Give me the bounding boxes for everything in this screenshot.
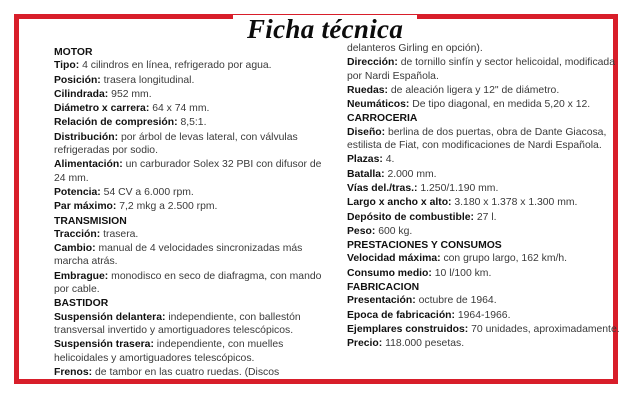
spec-entry-ruedas: [347, 84, 629, 97]
spec-entry-suspension-trasera: [54, 338, 326, 365]
right-column: [347, 42, 629, 352]
spec-entry-precio: [347, 337, 629, 350]
spec-label: Largo x ancho x alto:: [347, 197, 452, 209]
spec-entry-largo-x-ancho-x-alto: [347, 196, 629, 209]
spec-label: Diseño:: [347, 126, 386, 138]
spec-label: Consumo medio:: [347, 267, 432, 279]
spec-entry-frenos: [54, 366, 326, 379]
spec-entry-plazas: [347, 153, 629, 166]
spec-label: Presentación:: [347, 295, 416, 307]
spec-entry-diseno: [347, 126, 629, 153]
spec-value: con grupo largo, 162 km/h.: [443, 253, 568, 265]
spec-entry-epoca-de-fabricacion: [347, 309, 629, 322]
spec-label: Tracción:: [54, 228, 101, 240]
spec-value: 4.: [385, 154, 395, 166]
spec-label: Posición:: [54, 74, 101, 86]
spec-value: 1964-1966.: [457, 309, 511, 321]
section-heading-fabricacion: FABRICACION: [347, 282, 420, 294]
spec-entry-distribucion: [54, 131, 326, 158]
spec-value: octubre de 1964.: [418, 295, 497, 307]
spec-entry-deposito-de-combustible: [347, 211, 629, 224]
spec-label: Frenos:: [54, 366, 93, 378]
spec-value: delanteros Girling en opción).: [347, 43, 483, 54]
spec-label: Vías del./tras.:: [347, 182, 418, 194]
red-border-frame: [14, 14, 618, 384]
spec-entry-traccion: [54, 228, 326, 241]
spec-label: Velocidad máxima:: [347, 253, 441, 265]
spec-entry-presentacion: [347, 294, 629, 307]
spec-entry-cambio: [54, 242, 326, 269]
spec-value: 600 kg.: [378, 225, 413, 237]
spec-value: 10 l/100 km.: [434, 267, 492, 279]
spec-entry-velocidad-maxima: [347, 252, 629, 265]
spec-value: trasera longitudinal.: [103, 74, 195, 86]
spec-entry-neumaticos: [347, 98, 629, 111]
spec-label: Neumáticos:: [347, 99, 410, 111]
spec-label: Alimentación:: [54, 159, 123, 171]
spec-value: 4 cilindros en línea, refrigerado por agua.: [82, 60, 272, 72]
spec-entry-peso: [347, 225, 629, 238]
spec-label: Depósito de combustible:: [347, 211, 475, 223]
spec-value: 27 l.: [476, 211, 497, 223]
spec-label: Ruedas:: [347, 84, 388, 96]
spec-label: Par máximo:: [54, 201, 117, 213]
spec-label: Suspensión delantera:: [54, 311, 166, 323]
page-title: Ficha técnica: [233, 15, 417, 43]
spec-value: de tornillo sinfín y sector helicoidal, modificada por Nardi Española.: [347, 57, 615, 82]
section-heading-bastidor: BASTIDOR: [54, 298, 109, 310]
spec-value: independiente, con ballestón transversal invertido y amortiguadores telescópicos.: [54, 311, 301, 336]
spec-value: 7,2 mkg a 2.500 rpm.: [119, 201, 218, 213]
spec-value: 8,5:1.: [180, 117, 207, 129]
spec-entry-alimentacion: [54, 158, 326, 185]
spec-entry-continued: [347, 42, 629, 55]
spec-entry-tipo: [54, 59, 326, 72]
spec-entry-suspension-delantera: [54, 311, 326, 338]
spec-label: Plazas:: [347, 154, 383, 166]
spec-value: 118.000 pesetas.: [385, 338, 465, 350]
spec-entry-ejemplares-construidos: [347, 323, 629, 336]
spec-label: Tipo:: [54, 60, 80, 72]
spec-value: de aleación ligera y 12" de diámetro.: [390, 84, 560, 96]
spec-value: 54 CV a 6.000 rpm.: [103, 186, 194, 198]
spec-entry-posicion: [54, 74, 326, 87]
spec-entry-embrague: [54, 270, 326, 297]
spec-value: 1.250/1.190 mm.: [420, 182, 499, 194]
spec-entry-consumo-medio: [347, 267, 629, 280]
spec-entry-direccion: [347, 56, 629, 83]
spec-value: De tipo diagonal, en medida 5,20 x 12.: [412, 99, 591, 111]
spec-label: Epoca de fabricación:: [347, 309, 455, 321]
section-heading-prestaciones-y-consumos: PRESTACIONES Y CONSUMOS: [347, 240, 502, 252]
spec-value: monodisco en seco de diafragma, con mando por cable.: [54, 270, 322, 296]
spec-entry-relacion-de-compresion: [54, 116, 326, 129]
spec-value: 70 unidades, aproximadamente.: [471, 323, 620, 335]
spec-value: 64 x 74 mm.: [152, 103, 210, 115]
spec-value: por árbol de levas lateral, con válvulas refrigeradas por sodio.: [54, 131, 298, 157]
spec-value: un carburador Solex 32 PBI con difusor de 24 mm.: [54, 159, 322, 184]
section-heading-transmision: TRANSMISION: [54, 215, 127, 227]
spec-label: Distribución:: [54, 131, 119, 143]
spec-entry-potencia: [54, 186, 326, 199]
spec-value: de tambor en las cuatro ruedas. (Discos: [95, 366, 280, 378]
spec-label: Embrague:: [54, 270, 109, 282]
spec-value: 2.000 mm.: [387, 168, 437, 180]
spec-label: Potencia:: [54, 186, 101, 198]
spec-entry-batalla: [347, 168, 629, 181]
spec-entry-par-maximo: [54, 200, 326, 213]
spec-value: trasera.: [103, 228, 139, 240]
spec-value: berlina de dos puertas, obra de Dante Giacosa, estilista de Fiat, con modificaciones de Nardi Española.: [347, 126, 607, 152]
spec-label: Peso:: [347, 225, 376, 237]
left-column: [54, 45, 326, 380]
spec-label: Cambio:: [54, 243, 96, 255]
spec-value: 952 mm.: [111, 88, 152, 100]
spec-label: Cilindrada:: [54, 88, 109, 100]
spec-label: Precio:: [347, 338, 383, 350]
spec-label: Suspensión trasera:: [54, 339, 154, 351]
spec-value: manual de 4 velocidades sincronizadas más marcha atrás.: [54, 243, 303, 268]
spec-entry-diametro-x-carrera: [54, 102, 326, 115]
spec-value: 3.180 x 1.378 x 1.300 mm.: [454, 197, 578, 209]
spec-label: Relación de compresión:: [54, 117, 178, 129]
section-heading-motor: MOTOR: [54, 47, 93, 58]
spec-label: Batalla:: [347, 168, 385, 180]
spec-entry-cilindrada: [54, 88, 326, 101]
spec-label: Diámetro x carrera:: [54, 103, 150, 115]
spec-entry-vias-del-tras: [347, 182, 629, 195]
spec-label: Dirección:: [347, 57, 398, 69]
section-heading-carroceria: CARROCERIA: [347, 113, 418, 125]
spec-value: independiente, con muelles helicoidales y amortiguadores telescópicos.: [54, 339, 284, 364]
spec-label: Ejemplares construidos:: [347, 323, 469, 335]
